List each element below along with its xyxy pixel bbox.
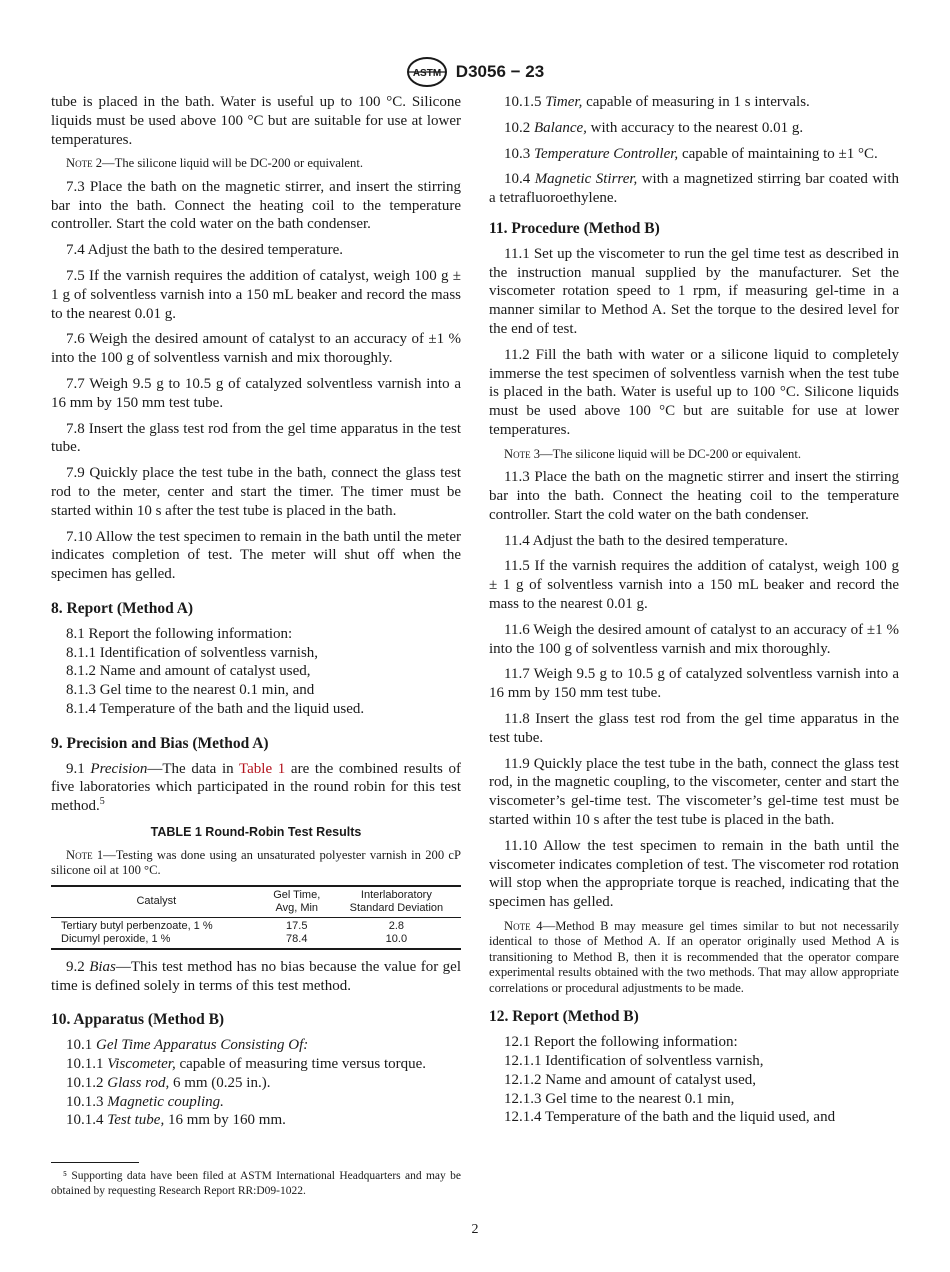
note-label: Note 4 <box>504 918 543 933</box>
note-text: —The silicone liquid will be DC-200 or equivalent. <box>102 156 363 171</box>
section-10-4 <box>489 170 899 208</box>
table-cell: Tertiary butyl perbenzoate, 1 % <box>61 919 213 932</box>
note-text: —Method B may measure gel times similar to but not necessarily identical to those of Method A. If an operator originally used Method A is transitioning to Method B, then it is recommended that the operator compare experimental results obtained with the two methods. That may allow appropriate correlations or procedural adjustments to be made. <box>489 918 899 995</box>
section-term: Precision <box>90 760 148 777</box>
list-item: 12.1.1 Identification of solventless varnish, <box>504 1053 764 1070</box>
section-7-5: 7.5 If the varnish requires the addition of catalyst, weigh 100 g ± 1 g of solventless varnish into a 150 mL beaker and record the mass to the nearest 0.01 g. <box>51 268 461 322</box>
footnote-divider <box>51 1162 139 1163</box>
section-number: 9.2 <box>66 958 85 975</box>
note-label: Note 2 <box>66 156 103 171</box>
column-header: Gel Time, Avg, Min <box>262 886 332 918</box>
list-item: 12.1.4 Temperature of the bath and the liquid used, and <box>504 1109 836 1126</box>
astm-logo-icon <box>406 56 448 88</box>
section-7-3: 7.3 Place the bath on the magnetic stirrer, and insert the stirring bar into the bath. Connect the heating coil to the temperature controller. Start the cold water on the bath condenser. <box>51 178 461 233</box>
table-1 <box>51 885 461 950</box>
item-number: 10.1.3 <box>66 1093 104 1110</box>
column-header: Interlaboratory Standard Deviation <box>332 886 461 918</box>
item-term: Gel Time Apparatus Consisting Of: <box>96 1037 309 1054</box>
list-item <box>51 1074 461 1093</box>
section-11-5: 11.5 If the varnish requires the addition of catalyst, weigh 100 g ± 1 g of solventless varnish into a 150 mL beaker and record the mass to the nearest 0.01 g. <box>489 558 899 613</box>
note-text: —Testing was done using an unsaturated polyester varnish in 200 cP silicone oil at 100 °C. <box>51 847 461 878</box>
list-item: 8.1.1 Identification of solventless varnish, <box>66 644 319 661</box>
item-term: Glass rod, <box>107 1074 170 1091</box>
table-cell: 2.8 <box>388 919 405 932</box>
item-term: Test tube, <box>107 1112 165 1129</box>
note-4 <box>489 919 899 997</box>
item-text: 16 mm by 160 mm. <box>164 1112 286 1129</box>
astm-logo-text: ASTM <box>412 68 441 79</box>
section-7-9: 7.9 Quickly place the test tube in the bath, connect the glass test rod to the meter, center and start the timer. The timer must be started within 10 s after the test tube is placed in the bath. <box>51 465 461 519</box>
section-11-9: 11.9 Quickly place the test tube in the bath, connect the glass test rod, in the magnetic coupling, to the viscometer, center and start the viscometer’s gel-time test. The viscometer’s gel-time test must be started within 10 s after the test tube is placed in the bath. <box>489 755 899 828</box>
list-item <box>51 1093 461 1112</box>
section-text: —This test method has no bias because the value for gel time is defined solely in terms of this test method. <box>51 958 462 994</box>
section-11-1: 11.1 Set up the viscometer to run the gel time test as described in the instruction manual supplied by the manufacturer. Set the viscometer rotation speed to 1 rpm, if measuring gel-time in a manner similar to Method A. Set the torque to the desired level for the end of test. <box>489 245 899 337</box>
section-number: 10.3 <box>504 145 531 162</box>
section-text: are the combined results of five laboratories which participated in the round robin for this test method. <box>51 760 461 815</box>
list-item: 8.1.3 Gel time to the nearest 0.1 min, and <box>66 682 315 699</box>
table-cell: Dicumyl peroxide, 1 % <box>51 933 262 949</box>
section-text: with accuracy to the nearest 0.01 g. <box>586 119 804 136</box>
table-cell: 10.0 <box>332 933 461 949</box>
section-7-10: 7.10 Allow the test specimen to remain in the bath until the meter indicates completion of test. The meter will shut off when the specimen has gelled. <box>51 528 461 583</box>
left-column <box>51 93 461 1198</box>
note-label: Note 1 <box>66 847 104 862</box>
section-text: —The data in <box>147 760 240 777</box>
list-item: 8.1.4 Temperature of the bath and the liquid used. <box>66 701 365 718</box>
column-header: Catalyst <box>51 886 262 918</box>
table-1-link[interactable]: Table 1 <box>239 760 286 777</box>
section-11-6: 11.6 Weigh the desired amount of catalyst to an accuracy of ±1 % into the 100 g of solventless varnish and mix thoroughly. <box>489 621 899 657</box>
list-item: 12.1 Report the following information: <box>504 1034 738 1051</box>
item-term: Viscometer, <box>107 1055 176 1072</box>
note-2 <box>51 156 461 172</box>
table-1-note <box>51 848 461 879</box>
right-column <box>489 93 899 1127</box>
item-number: 10.1.1 <box>66 1055 104 1072</box>
section-term: Timer, <box>545 94 583 110</box>
page-header <box>0 56 950 88</box>
section-text: capable of measuring in 1 s intervals. <box>582 94 810 110</box>
list-item: 12.1.3 Gel time to the nearest 0.1 min, <box>504 1090 735 1107</box>
section-10-2 <box>489 119 899 138</box>
table-cell: 17.5 <box>286 919 308 932</box>
table-row <box>51 933 461 949</box>
section-11-8: 11.8 Insert the glass test rod from the gel time apparatus in the test tube. <box>489 711 899 746</box>
heading-report-method-b: 12. Report (Method B) <box>489 1008 639 1026</box>
section-11-10: 11.10 Allow the test specimen to remain in the bath until the viscometer indicates completion of test. The viscometer rod rotation will stop when the appropriate torque is reached, indicating that the specimen has gelled. <box>489 837 899 911</box>
section-term: Balance, <box>534 119 587 136</box>
item-number: 10.1.2 <box>66 1074 104 1091</box>
table-cell: 78.4 <box>262 933 332 949</box>
footnote-5: ⁵ Supporting data have been filed at ASTM International Headquarters and may be obtained by requesting Research Report RR:D09-1022. <box>51 1170 461 1197</box>
section-number: 10.4 <box>504 171 531 188</box>
note-text: —The silicone liquid will be DC-200 or equivalent. <box>540 446 801 461</box>
heading-precision-bias: 9. Precision and Bias (Method A) <box>51 734 269 752</box>
paragraph-7-2-continued: tube is placed in the bath. Water is useful up to 100 °C. Silicone liquids must be used above 100 °C but are suitable for use at lower temperatures. <box>51 94 461 148</box>
section-9-2 <box>51 958 461 996</box>
section-7-8: 7.8 Insert the glass test rod from the gel time apparatus in the test tube. <box>51 420 461 456</box>
item-number: 10.1 <box>66 1037 93 1054</box>
note-label: Note 3 <box>504 446 541 461</box>
item-term: Magnetic coupling. <box>107 1093 224 1110</box>
list-item: 8.1.2 Name and amount of catalyst used, <box>66 663 311 680</box>
section-term: Bias <box>89 958 116 975</box>
table-1-title: TABLE 1 Round-Robin Test Results <box>150 825 362 839</box>
section-10-3 <box>489 145 899 164</box>
list-item <box>51 1055 461 1074</box>
section-11-7: 11.7 Weigh 9.5 g to 10.5 g of catalyzed solventless varnish into a 16 mm by 150 mm test tube. <box>489 666 899 702</box>
document-designation: D3056 − 23 <box>455 62 545 81</box>
section-11-2: 11.2 Fill the bath with water or a silicone liquid to completely immerse the test specimen of solventless varnish when the test tube is placed in the bath. Water is useful up to 100 °C. Silicone liquids must be used above 100 °C but are suitable for use at lower temperatures. <box>489 346 899 438</box>
item-number: 10.1.4 <box>66 1112 104 1129</box>
section-number: 10.2 <box>504 119 531 136</box>
section-11-4: 11.4 Adjust the bath to the desired temperature. <box>504 532 788 549</box>
heading-apparatus-method-b: 10. Apparatus (Method B) <box>51 1011 225 1029</box>
section-9-1 <box>51 760 461 816</box>
section-7-4: 7.4 Adjust the bath to the desired temperature. <box>66 242 344 259</box>
section-text: with a magnetized stirring bar coated with a tetrafluoroethylene. <box>489 171 900 207</box>
page-number: 2 <box>471 1222 479 1237</box>
section-7-6: 7.6 Weigh the desired amount of catalyst to an accuracy of ±1 % into the 100 g of solventless varnish and mix thoroughly. <box>51 331 461 367</box>
section-number: 10.1.5 <box>504 94 542 110</box>
section-7-7: 7.7 Weigh 9.5 g to 10.5 g of catalyzed solventless varnish into a 16 mm by 150 mm test tube. <box>51 376 461 411</box>
table-row <box>51 917 461 933</box>
list-item: 12.1.2 Name and amount of catalyst used, <box>504 1071 757 1088</box>
section-10-1-5 <box>489 93 899 112</box>
list-item: 8.1 Report the following information: <box>66 625 293 642</box>
footnote-marker[interactable]: 5 <box>99 796 105 808</box>
section-term: Magnetic Stirrer, <box>534 171 638 188</box>
note-3 <box>489 447 899 463</box>
section-number: 9.1 <box>66 760 85 777</box>
item-text: 6 mm (0.25 in.). <box>169 1074 271 1091</box>
heading-procedure-method-b: 11. Procedure (Method B) <box>489 219 660 237</box>
section-term: Temperature Controller, <box>534 145 679 162</box>
section-11-3: 11.3 Place the bath on the magnetic stirrer and insert the stirring bar into the bath. Connect the heating coil to the temperature controller. Start the cold water on the bath condenser. <box>489 469 899 523</box>
item-text: capable of measuring time versus torque. <box>175 1055 427 1072</box>
list-item <box>51 1036 461 1055</box>
heading-report-method-a: 8. Report (Method A) <box>51 600 194 618</box>
list-item <box>51 1111 461 1130</box>
section-text: capable of maintaining to ±1 °C. <box>678 145 878 162</box>
